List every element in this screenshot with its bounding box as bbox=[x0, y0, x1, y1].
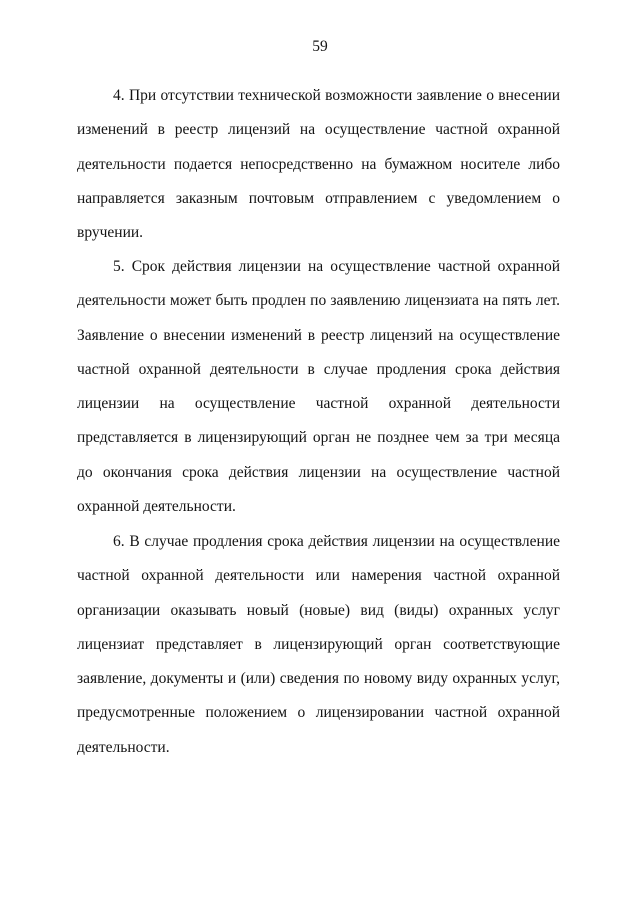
paragraph-6 bbox=[77, 525, 560, 765]
paragraph-line: охранной деятельности. bbox=[77, 498, 236, 516]
paragraph-line: заявление, документы и (или) сведения по новому виду охранных услуг, bbox=[77, 670, 560, 688]
paragraph-line: Заявление о внесении изменений в реестр лицензий на осуществление bbox=[77, 326, 560, 344]
paragraph-line: изменений в реестр лицензий на осуществление частной охранной bbox=[77, 121, 560, 139]
paragraph-line: до окончания срока действия лицензии на осуществление частной bbox=[77, 463, 560, 481]
paragraph-line: направляется заказным почтовым отправлением с уведомлением о bbox=[77, 189, 560, 207]
paragraph-line: предусмотренные положением о лицензировании частной охранной bbox=[77, 704, 560, 722]
paragraph-line: деятельности может быть продлен по заявлению лицензиата на пять лет. bbox=[77, 292, 560, 310]
paragraph-line: деятельности подается непосредственно на бумажном носителе либо bbox=[77, 155, 560, 173]
paragraph-line: 5. Срок действия лицензии на осуществление частной охранной bbox=[113, 258, 560, 275]
paragraph-4 bbox=[77, 79, 560, 250]
paragraph-line: частной охранной деятельности в случае продления срока действия bbox=[77, 360, 560, 378]
paragraph-line: вручении. bbox=[77, 224, 144, 242]
paragraph-line: 4. При отсутствии технической возможности заявление о внесении bbox=[113, 87, 560, 104]
paragraph-line: представляется в лицензирующий орган не позднее чем за три месяца bbox=[77, 429, 560, 447]
paragraph-line: деятельности. bbox=[77, 738, 170, 756]
paragraph-5 bbox=[77, 250, 560, 524]
paragraph-line: частной охранной деятельности или намерения частной охранной bbox=[77, 567, 560, 585]
paragraph-line: организации оказывать новый (новые) вид (виды) охранных услуг bbox=[77, 601, 560, 619]
paragraph-line: лицензии на осуществление частной охранной деятельности bbox=[77, 395, 560, 413]
paragraph-line: 6. В случае продления срока действия лицензии на осуществление bbox=[113, 533, 560, 550]
paragraph-line: лицензиат представляет в лицензирующий орган соответствующие bbox=[77, 635, 560, 653]
page-number: 59 bbox=[312, 38, 328, 55]
